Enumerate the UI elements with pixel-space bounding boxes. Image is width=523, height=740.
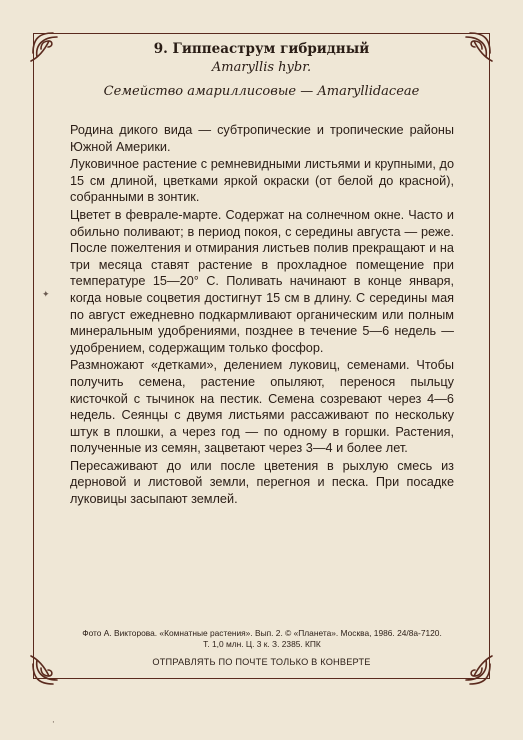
- paragraph-origin: Родина дикого вида — субтропические и тропические районы Южной Америки.: [70, 123, 454, 154]
- paragraph-propagation: Размножают «детками», делением луковиц, семенами. Чтобы получить семена, растение опыляют, перенося пыльцу кисточкой с тычинок на пестик. Семена созревают через 4—6 недель. Сеянцы с двумя листьями рассаживают по нескольку штук в плошки, а через год — по одному в горшки. Растения, полученные из семян, зацветают через 3—4 и более лет.: [70, 358, 454, 456]
- corner-ornament-icon: [27, 650, 67, 690]
- paragraph-description: Луковичное растение с ремневидными листьями и крупными, до 15 см длиной, цветками яркой окраски (от белой до красной), собранными в зонтик.: [70, 157, 454, 205]
- plant-title: 9. Гиппеаструм гибридный: [153, 41, 370, 57]
- plant-family: Семейство амариллисовые — Amaryllidaceae: [103, 84, 420, 99]
- latin-name: Amaryllis hybr.: [211, 60, 312, 75]
- credits-line-1: Фото А. Викторова. «Комнатные растения». Вып. 2. © «Планета». Москва, 1986. 24/8а-7120.: [82, 628, 442, 638]
- credits-line-2: Т. 1,0 млн. Ц. 3 к. З. 2385. КПК: [203, 639, 321, 649]
- paragraph-transplanting: Пересаживают до или после цветения в рыхлую смесь из дерновой и листовой земли, перегноя и песка. При посадке луковицы засыпают землей.: [70, 458, 454, 507]
- paragraph-care: Цветет в феврале-марте. Содержат на солнечном окне. Часто и обильно поливают; в период покоя, с середины августа — реже. После пожелтения и отмирания листьев полив прекращают и на три месяца ставят растение в прохладное помещение при температуре 15—20° С. Поливать начинают в конце января, когда новые соцветия достигнут 15 см в длину. С середины мая по август ежедневно подкармливают органическим или полным минеральным удобрениями, позднее в течение 5—6 недель — удобрением, содержащим только фосфор.: [70, 207, 454, 355]
- mailing-notice: ОТПРАВЛЯТЬ ПО ПОЧТЕ ТОЛЬКО В КОНВЕРТЕ: [152, 657, 371, 667]
- corner-ornament-icon: [456, 650, 496, 690]
- description-body: [70, 122, 454, 509]
- publication-credits: [46, 628, 478, 650]
- print-mark-icon: ✦: [42, 290, 50, 300]
- print-mark-icon: ·: [52, 718, 55, 728]
